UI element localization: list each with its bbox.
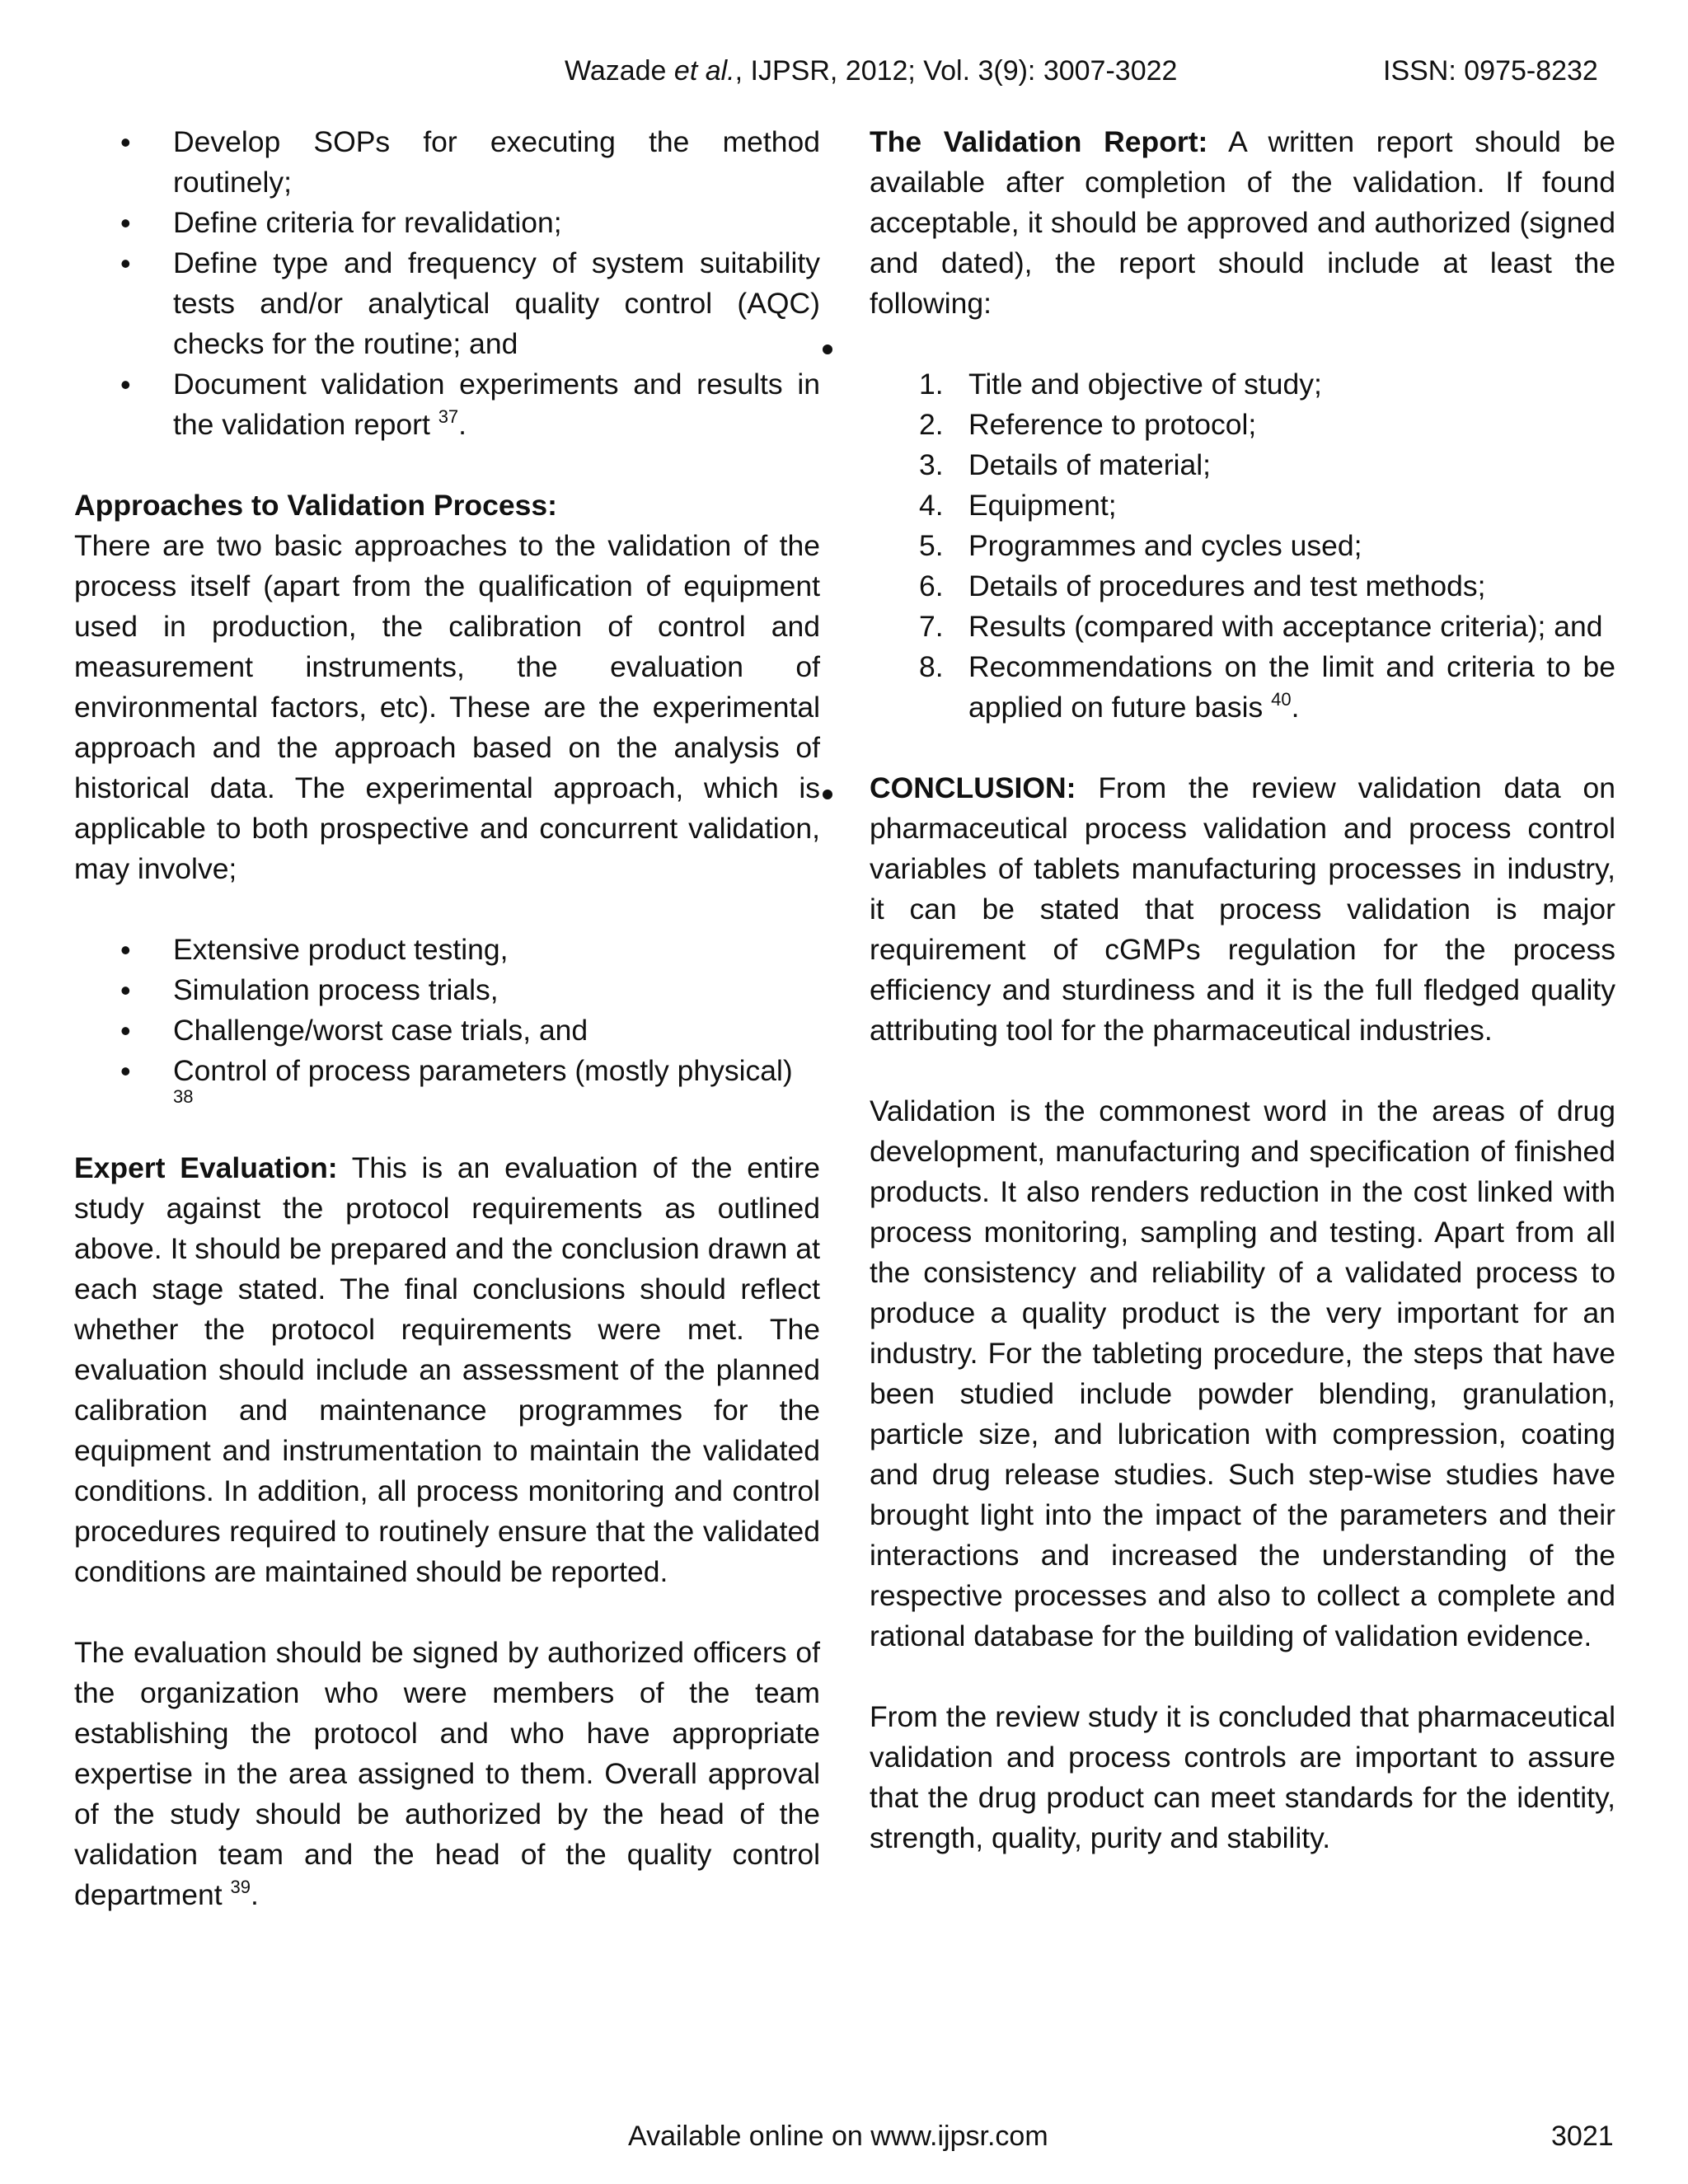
list-item: • Define criteria for revalidation; [74,203,820,243]
page-footer [0,2116,1688,2156]
stray-bullet-mark [823,344,832,354]
list-item: 6. Details of procedures and test methods; [919,569,1486,602]
reference-38: 38 [173,1086,194,1107]
list-item: • Challenge/worst case trials, and [74,1010,820,1051]
validation-report-paragraph: The Validation Report: A written report should be available after completion of the validation. If found acceptable, it should be approved and authorized (signed and dated), the report should include at least the following: [870,125,1615,320]
expert-evaluation-paragraph: Expert Evaluation: This is an evaluation of the entire study against the protocol requirements as outlined above. It should be prepared and the conclusion drawn at each stage stated. The final conclusions should reflect whether the protocol requirements were met. The evaluation should include an assessment of the planned calibration and maintenance programmes for the equipment and instrumentation to maintain the validated conditions. In addition, all process monitoring and control procedures required to routinely ensure that the validated conditions are maintained should be reported. [74,1151,820,1588]
list-item: • Document validation experiments and results in the validation report $^{37}$. [74,364,820,445]
header-citation [565,51,1177,91]
list-item: • Control of process parameters (mostly physical) 38 [74,1051,820,1108]
left-column [74,122,820,1915]
reference-40: 40 [1271,689,1292,710]
header-etal: et al. [673,55,735,87]
method-bullet-list [74,122,820,445]
footer-website: Available online on www.ijpsr.com [628,2121,1048,2152]
conclusion-paragraph: CONCLUSION: From the review validation data on pharmaceutical process validation and process control variables of tablets manufacturing processes in industry, it can be stated that process validation is major requirement of cGMPs regulation for the process efficiency and sturdiness and it is the full fledged quality attributing tool for the pharmaceutical industries. [870,771,1615,1047]
list-item: • Define type and frequency of system suitability tests and/or analytical quality control (AQC) checks for the routine; and [74,243,820,364]
header-journal: , IJPSR, 2012; Vol. 3(9): 3007-3022 [734,55,1178,87]
reference-39: 39 [230,1877,251,1897]
validation-paragraph: Validation is the commonest word in the areas of drug development, manufacturing and specification of finished products. It also renders reduction in the cost linked with process monitoring, sampling and testing. Apart from all the consistency and reliability of a validated process to produce a quality product is the very important for an industry. For the tableting procedure, the steps that have been studied include powder blending, granulation, particle size, and lubrication with compression, coating and drug release studies. Such step-wise studies have brought light into the impact of the parameters and their interactions and increased the understanding of the respective processes and also to collect a complete and rational database for the building of validation evidence. [870,1094,1615,1652]
list-item: • Simulation process trials, [74,970,820,1010]
header-issn: ISSN: 0975-8232 [1383,55,1598,87]
list-item: 7. Results (compared with acceptance criteria); and [919,610,1603,643]
right-column [870,122,1615,1858]
stray-bullet-mark [823,790,832,799]
list-item: 5. Programmes and cycles used; [919,529,1362,562]
validation-report-heading: The Validation Report: [870,125,1208,158]
reference-37: 37 [438,406,459,427]
list-item: 4. Equipment; [919,489,1117,522]
approach-bullet-list [74,930,820,1108]
list-item: 3. Details of material; [919,448,1211,481]
report-items-list [870,364,1615,728]
header-authors: Wazade [565,55,667,87]
list-item: 2. Reference to protocol; [919,408,1257,441]
final-conclusion-paragraph: From the review study it is concluded that pharmaceutical validation and process controls are important to assure that the drug product can meet standards for the identity, strength, quality, purity and stability. [870,1700,1615,1854]
page-number: 3021 [1551,2121,1614,2152]
page-header [0,51,1688,91]
expert-evaluation-heading: Expert Evaluation: [74,1151,338,1184]
list-item: 8. Recommendations on the limit and criteria to be applied on future basis $^{40}$. [919,650,1615,724]
list-item: 1. Title and objective of study; [919,368,1322,401]
evaluation-signing-paragraph: The evaluation should be signed by authorized officers of the organization who were members of the team establishing the protocol and who have appropriate expertise in the area assigned to them. Overall approval of the study should be authorized by the head of the validation team and the head of the quality control department $^{39}$. [74,1636,820,1911]
approaches-paragraph: There are two basic approaches to the validation of the process itself (apart from the qualification of equipment used in production, the calibration of control and measurement instruments, the evaluation of environmental factors, etc). These are the experimental approach and the approach based on the analysis of historical data. The experimental approach, which is applicable to both prospective and concurrent validation, may involve; [74,529,820,885]
approaches-heading: Approaches to Validation Process: [74,489,557,522]
list-item: • Extensive product testing, [74,930,820,970]
conclusion-heading: CONCLUSION: [870,771,1076,804]
list-item: • Develop SOPs for executing the method routinely; [74,122,820,203]
